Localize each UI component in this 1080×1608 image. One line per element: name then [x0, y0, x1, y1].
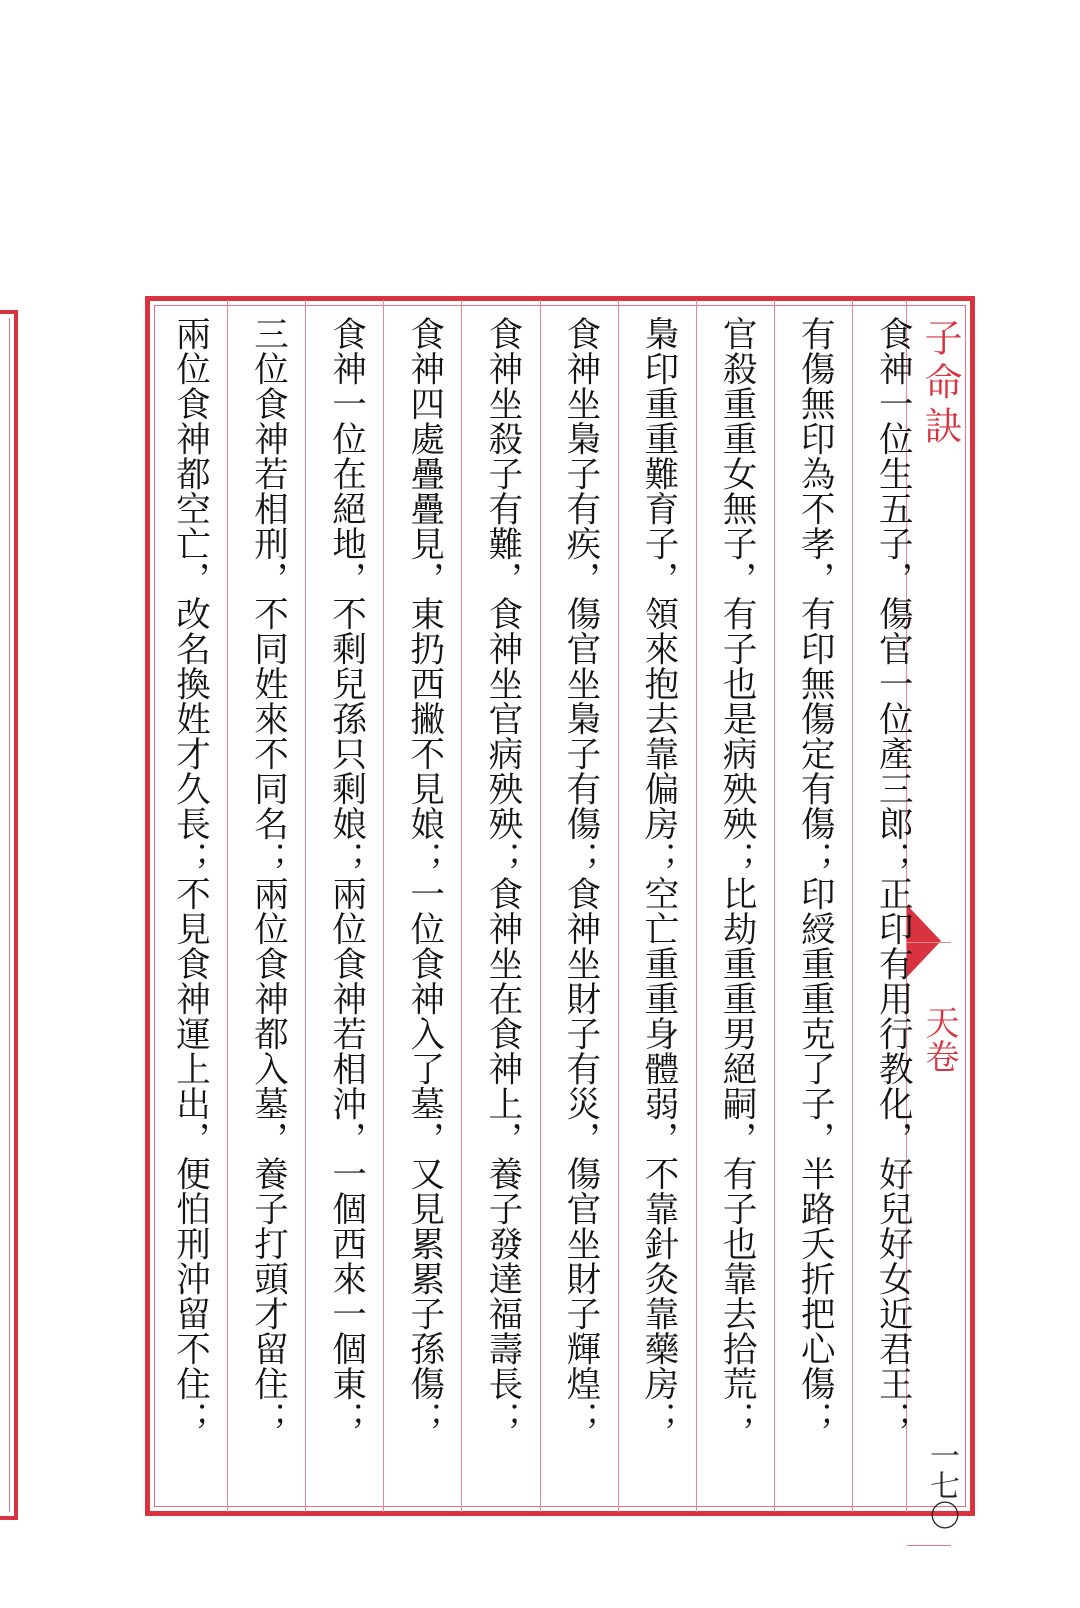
- text-column: [227, 300, 305, 1512]
- text-column: [150, 300, 227, 1512]
- column-text: 有傷無印為不孝，有印無傷定有傷；印綬重重克了子，半路夭折把心傷；: [794, 316, 835, 1436]
- column-text: 食神坐殺子有難，食神坐官病殃殃；食神坐在食神上，養子發達福壽長；: [481, 316, 522, 1436]
- text-column: [618, 300, 696, 1512]
- text-column: [852, 300, 930, 1512]
- page-number: 一七〇: [924, 1440, 959, 1530]
- column-text: 食神四處疊疊見，東扔西撇不見娘；一位食神入了墓，又見累累子孫傷；: [403, 316, 444, 1436]
- text-column: [696, 300, 774, 1512]
- column-text: 三位食神若相刑，不同姓來不同名；兩位食神都入墓，養子打頭才留住；: [247, 316, 288, 1436]
- book-title: 子命訣: [918, 318, 962, 450]
- facing-page-frame: [0, 310, 18, 1520]
- column-text: 兩位食神都空亡，改名換姓才久長；不見食神運上出，便怕刑沖留不住；: [169, 316, 210, 1436]
- text-column: [774, 300, 852, 1512]
- text-column: [461, 300, 539, 1512]
- volume-label: 天卷: [919, 1005, 959, 1073]
- text-column: [305, 300, 383, 1512]
- text-columns: [150, 300, 930, 1512]
- text-column: [540, 300, 618, 1512]
- column-text: 官殺重重女無子，有子也是病殃殃；比劫重重男絕嗣，有子也靠去拾荒；: [716, 316, 757, 1436]
- folio-divider: [907, 1545, 951, 1546]
- text-column: [383, 300, 461, 1512]
- column-text: 食神一位在絕地，不剩兒孫只剩娘；兩位食神若相沖，一個西來一個東；: [325, 316, 366, 1436]
- column-text: 梟印重重難育子，領來抱去靠偏房；空亡重重身體弱，不靠針灸靠藥房；: [638, 316, 679, 1436]
- column-text: 食神一位生五子，傷官一位產三郎；正印有用行教化，好兒好女近君王；: [872, 316, 913, 1436]
- column-text: 食神坐梟子有疾，傷官坐梟子有傷；食神坐財子有災，傷官坐財子輝煌；: [559, 316, 600, 1436]
